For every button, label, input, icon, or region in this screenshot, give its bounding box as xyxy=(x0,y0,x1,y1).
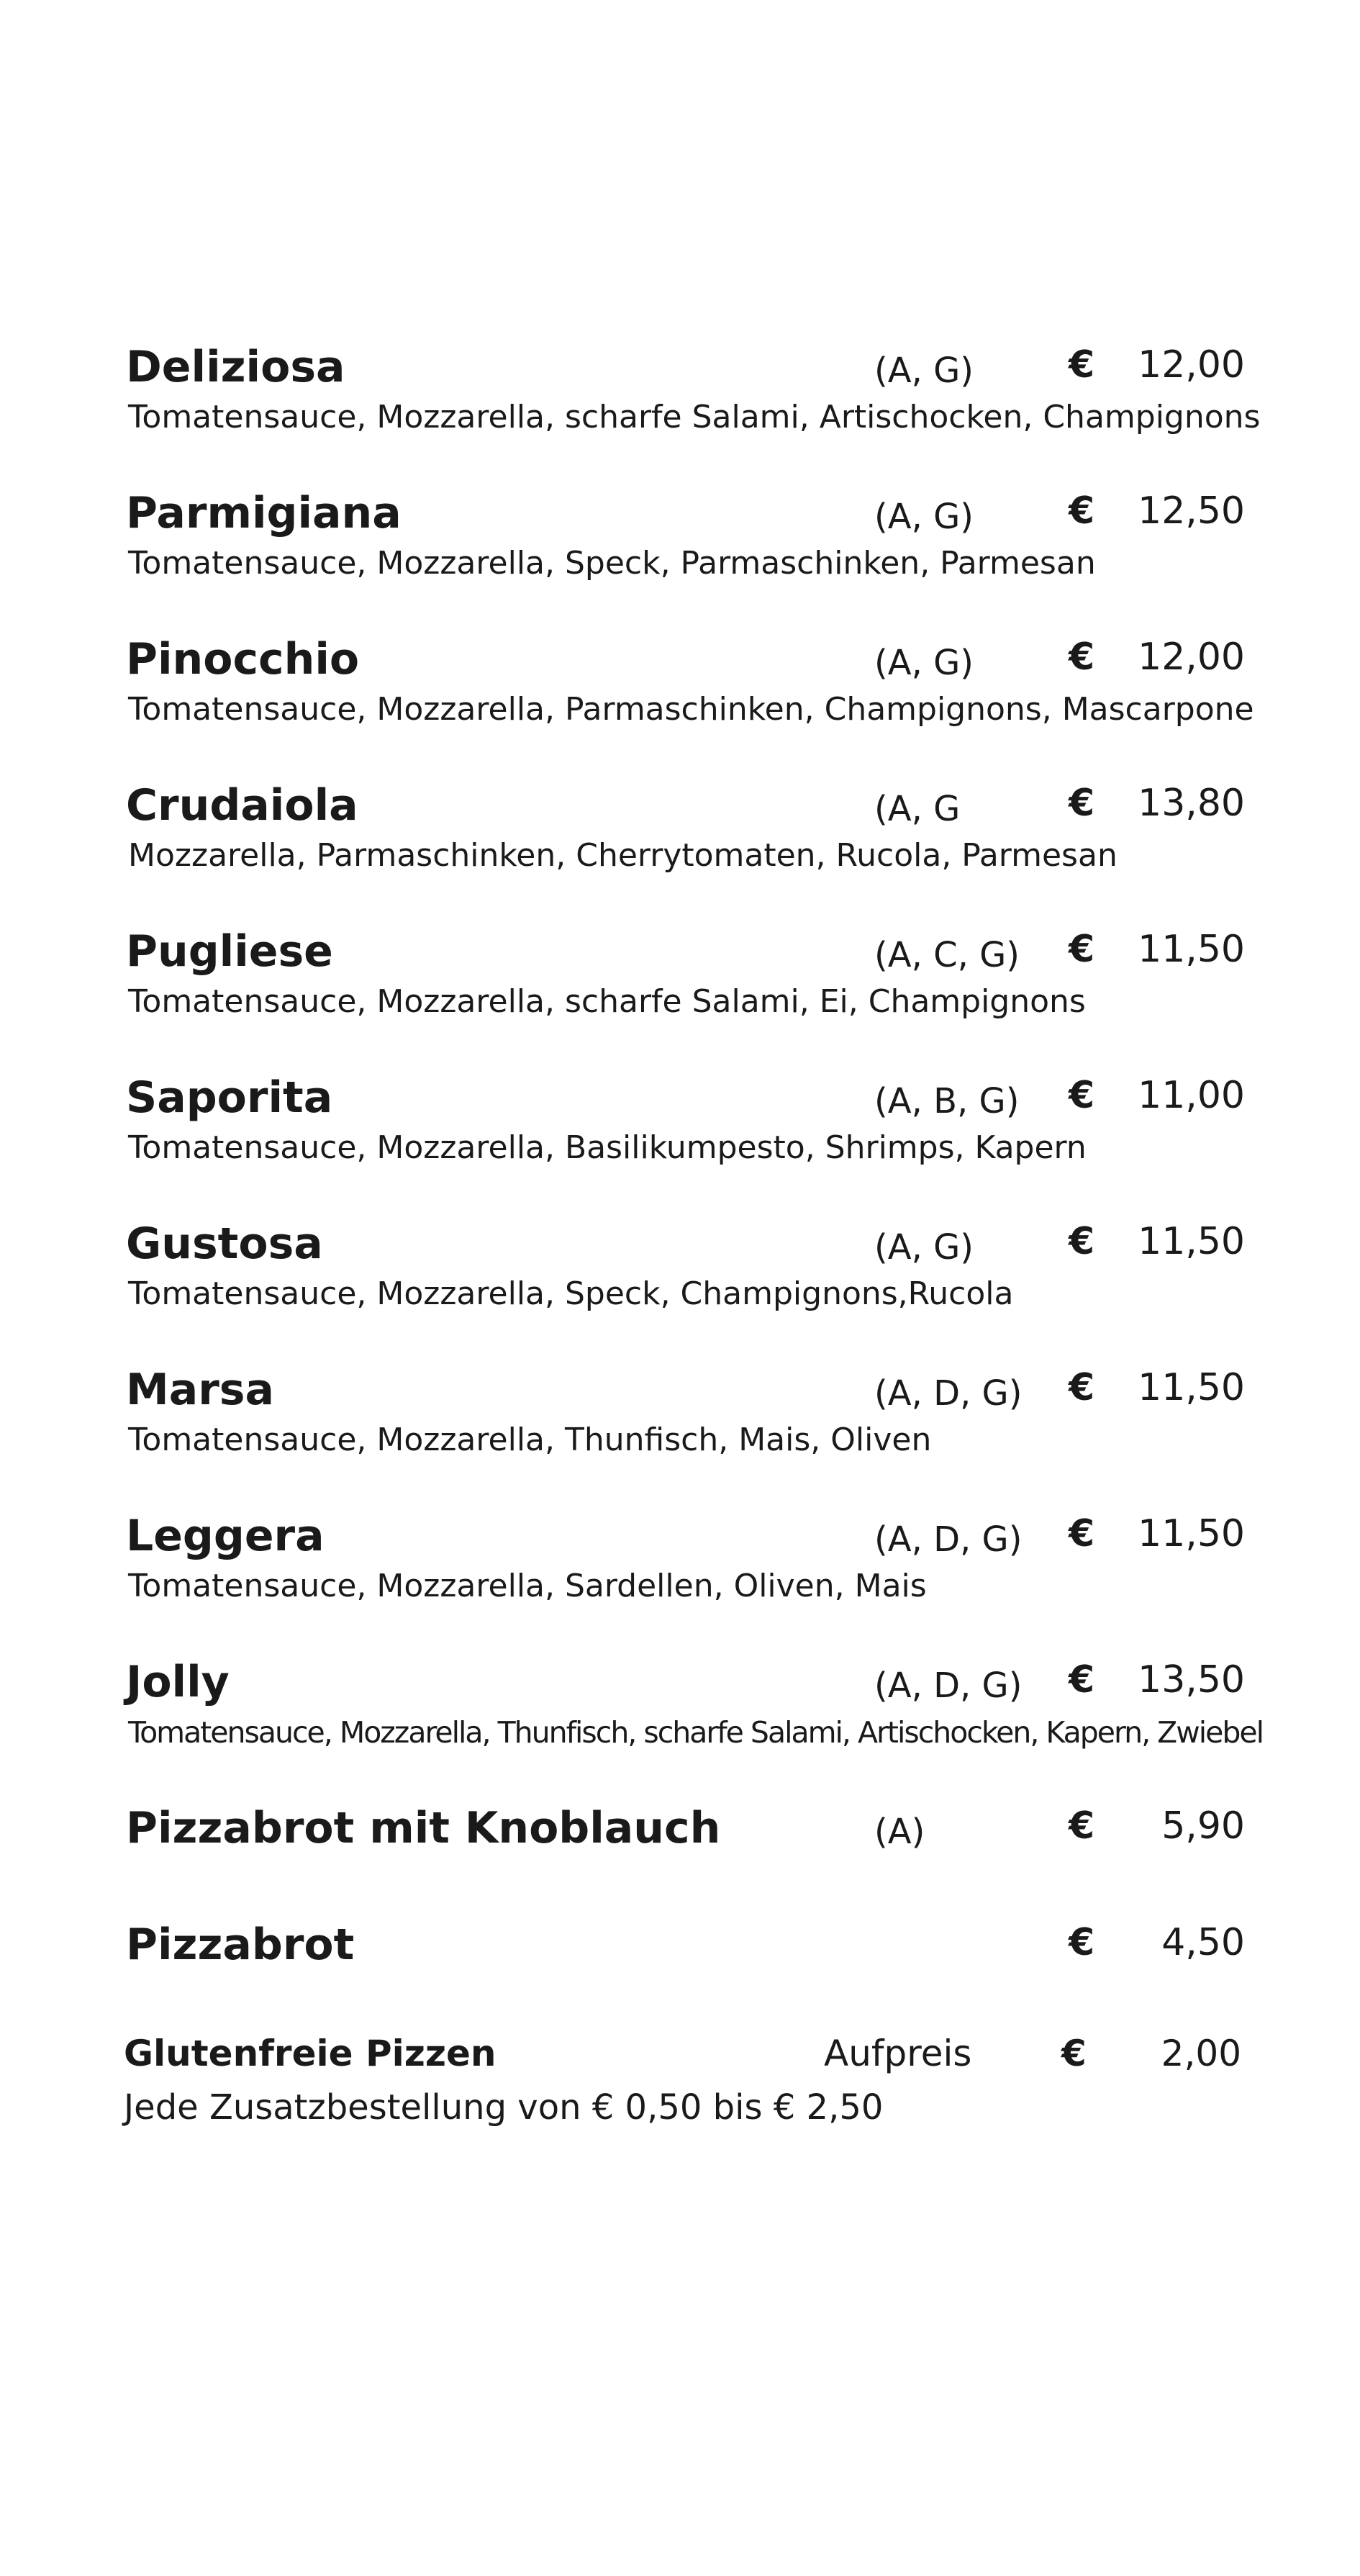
currency-symbol: € xyxy=(1069,1366,1095,1409)
item-name: Jolly xyxy=(126,1657,230,1707)
currency-symbol: € xyxy=(1069,1074,1095,1117)
item-description: Tomatensauce, Mozzarella, Speck, Parmaschinken, Parmesan xyxy=(128,545,1096,582)
item-description: Tomatensauce, Mozzarella, Sardellen, Oliven, Mais xyxy=(128,1568,927,1604)
item-allergens: (A) xyxy=(874,1812,925,1852)
item-allergens: (A, G) xyxy=(874,497,974,537)
item-price: 11,00 xyxy=(1138,1074,1245,1117)
surcharge-label: Aufpreis xyxy=(824,2033,972,2074)
gluten-free-title: Glutenfreie Pizzen xyxy=(124,2033,497,2074)
item-name: Marsa xyxy=(126,1365,274,1415)
item-name: Pugliese xyxy=(126,926,333,977)
item-price: 11,50 xyxy=(1138,1512,1245,1555)
item-price: 5,90 xyxy=(1161,1804,1245,1848)
item-description: Mozzarella, Parmaschinken, Cherrytomaten, Rucola, Parmesan xyxy=(128,837,1118,874)
item-price: 11,50 xyxy=(1138,928,1245,971)
item-allergens: (A, B, G) xyxy=(874,1081,1020,1121)
currency-symbol: € xyxy=(1061,2033,1087,2074)
item-name: Deliziosa xyxy=(126,342,345,392)
currency-symbol: € xyxy=(1069,1658,1095,1701)
currency-symbol: € xyxy=(1069,489,1095,533)
item-price: 11,50 xyxy=(1138,1366,1245,1409)
surcharge-price: 2,00 xyxy=(1161,2033,1241,2074)
item-allergens: (A, G) xyxy=(874,643,974,683)
item-name: Leggera xyxy=(126,1511,325,1561)
currency-symbol: € xyxy=(1069,1804,1095,1848)
item-price: 13,80 xyxy=(1138,782,1245,825)
item-allergens: (A, D, G) xyxy=(874,1666,1023,1706)
item-description: Tomatensauce, Mozzarella, Thunfisch, Mais, Oliven xyxy=(128,1422,932,1458)
item-name: Parmigiana xyxy=(126,488,402,538)
extra-order-note: Jede Zusatzbestellung von € 0,50 bis € 2,50 xyxy=(124,2087,884,2128)
item-allergens: (A, G) xyxy=(874,351,974,391)
item-price: 12,00 xyxy=(1138,343,1245,387)
item-name: Pinocchio xyxy=(126,634,360,684)
item-allergens: (A, C, G) xyxy=(874,935,1020,975)
item-price: 13,50 xyxy=(1138,1658,1245,1701)
currency-symbol: € xyxy=(1069,1220,1095,1263)
item-description: Tomatensauce, Mozzarella, Speck, Champignons,Rucola xyxy=(128,1275,1014,1312)
item-allergens: (A, G xyxy=(874,789,961,829)
item-description: Tomatensauce, Mozzarella, scharfe Salami, Artischocken, Champignons xyxy=(128,399,1261,435)
currency-symbol: € xyxy=(1069,1921,1095,1964)
item-description: Tomatensauce, Mozzarella, Basilikumpesto, Shrimps, Kapern xyxy=(128,1129,1087,1166)
item-name: Saporita xyxy=(126,1072,333,1123)
item-price: 11,50 xyxy=(1138,1220,1245,1263)
item-description: Tomatensauce, Mozzarella, Parmaschinken, Champignons, Mascarpone xyxy=(128,691,1254,728)
item-allergens: (A, G) xyxy=(874,1227,974,1267)
currency-symbol: € xyxy=(1069,343,1095,387)
item-name: Pizzabrot mit Knoblauch xyxy=(126,1803,721,1853)
item-description: Tomatensauce, Mozzarella, scharfe Salami, Ei, Champignons xyxy=(128,983,1086,1020)
currency-symbol: € xyxy=(1069,782,1095,825)
item-price: 12,00 xyxy=(1138,636,1245,679)
item-description: Tomatensauce, Mozzarella, Thunfisch, scharfe Salami, Artischocken, Kapern, Zwiebel xyxy=(128,1715,1264,1750)
currency-symbol: € xyxy=(1069,636,1095,679)
item-price: 12,50 xyxy=(1138,489,1245,533)
item-name: Crudaiola xyxy=(126,780,358,831)
item-price: 4,50 xyxy=(1161,1921,1245,1964)
currency-symbol: € xyxy=(1069,1512,1095,1555)
item-name: Pizzabrot xyxy=(126,1920,355,1970)
item-allergens: (A, D, G) xyxy=(874,1373,1023,1414)
item-name: Gustosa xyxy=(126,1219,323,1269)
item-allergens: (A, D, G) xyxy=(874,1519,1023,1560)
currency-symbol: € xyxy=(1069,928,1095,971)
